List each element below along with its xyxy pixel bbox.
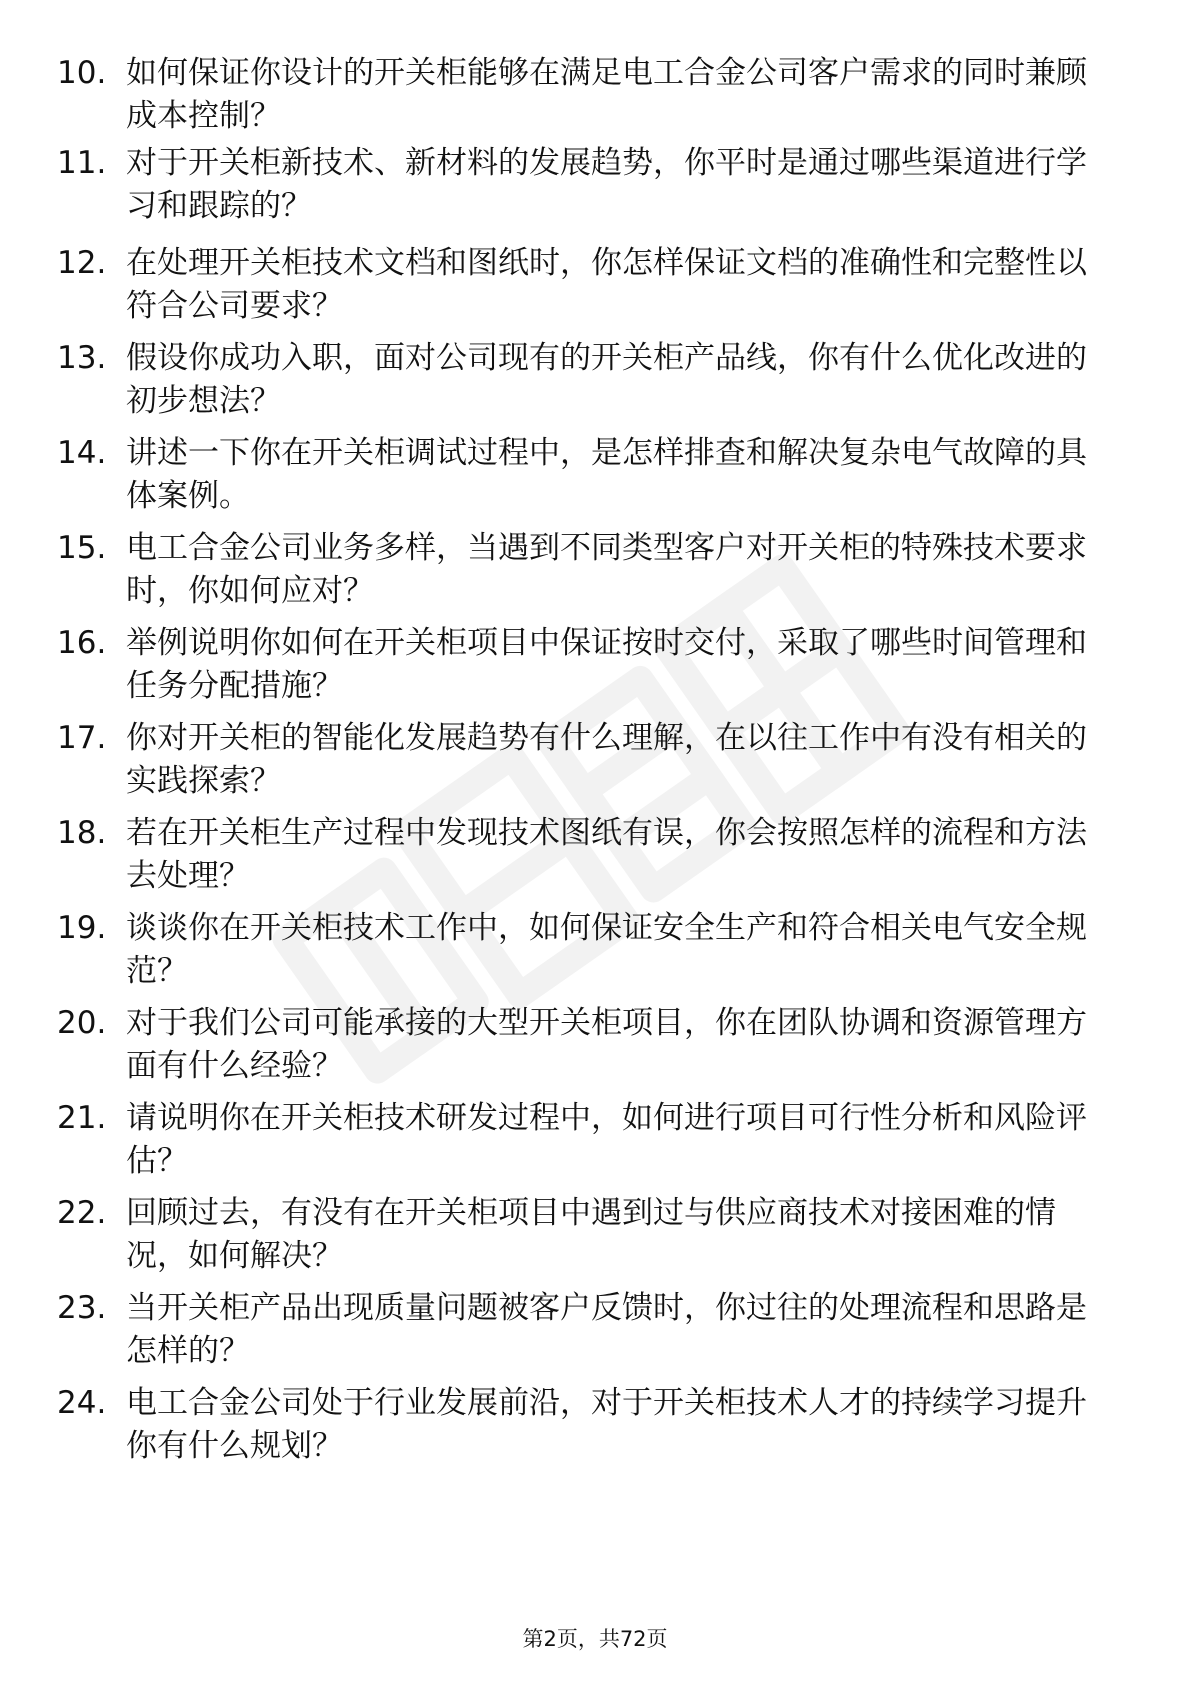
question-item	[0, 242, 1190, 332]
question-text: 举例说明你如何在开关柜项目中保证按时交付，采取了哪些时间管理和任务分配措施？	[126, 625, 1087, 704]
question-text: 如何保证你设计的开关柜能够在满足电工合金公司客户需求的同时兼顾成本控制？	[126, 55, 1087, 134]
question-text: 电工合金公司处于行业发展前沿，对于开关柜技术人才的持续学习提升你有什么规划？	[126, 1385, 1087, 1464]
question-text: 假设你成功入职，面对公司现有的开关柜产品线，你有什么优化改进的初步想法？	[126, 340, 1087, 419]
question-number: 18.	[57, 815, 107, 851]
question-item	[0, 1287, 1190, 1377]
question-text: 电工合金公司业务多样，当遇到不同类型客户对开关柜的特殊技术要求时，你如何应对？	[126, 530, 1087, 609]
question-text: 谈谈你在开关柜技术工作中，如何保证安全生产和符合相关电气安全规范？	[126, 910, 1087, 989]
question-text: 若在开关柜生产过程中发现技术图纸有误，你会按照怎样的流程和方法去处理？	[126, 815, 1087, 894]
question-number: 21.	[57, 1100, 107, 1136]
question-number: 10.	[57, 55, 107, 91]
question-item	[0, 337, 1190, 427]
question-number: 17.	[57, 720, 107, 756]
question-number: 12.	[57, 245, 107, 281]
page-indicator: 第2页，共72页	[522, 1627, 668, 1651]
question-item	[0, 907, 1190, 997]
question-text: 请说明你在开关柜技术研发过程中，如何进行项目可行性分析和风险评估？	[126, 1100, 1087, 1179]
question-item	[0, 142, 1190, 232]
question-item	[0, 52, 1190, 142]
question-item	[0, 1002, 1190, 1092]
question-number: 23.	[57, 1290, 107, 1326]
question-number: 22.	[57, 1195, 107, 1231]
question-text: 对于开关柜新技术、新材料的发展趋势，你平时是通过哪些渠道进行学习和跟踪的？	[126, 145, 1087, 224]
question-number: 16.	[57, 625, 107, 661]
question-text: 在处理开关柜技术文档和图纸时，你怎样保证文档的准确性和完整性以符合公司要求？	[126, 245, 1087, 324]
question-text: 对于我们公司可能承接的大型开关柜项目，你在团队协调和资源管理方面有什么经验？	[126, 1005, 1087, 1084]
question-item	[0, 527, 1190, 617]
question-item	[0, 432, 1190, 522]
question-number: 14.	[57, 435, 107, 471]
question-number: 19.	[57, 910, 107, 946]
question-item	[0, 622, 1190, 712]
question-number: 20.	[57, 1005, 107, 1041]
question-text: 讲述一下你在开关柜调试过程中，是怎样排查和解决复杂电气故障的具体案例。	[126, 435, 1087, 514]
question-item	[0, 1097, 1190, 1187]
question-item	[0, 1382, 1190, 1472]
question-item	[0, 717, 1190, 807]
question-number: 11.	[57, 145, 107, 181]
question-number: 24.	[57, 1385, 107, 1421]
question-item	[0, 812, 1190, 902]
question-item	[0, 1192, 1190, 1282]
question-text: 当开关柜产品出现质量问题被客户反馈时，你过往的处理流程和思路是怎样的？	[126, 1290, 1087, 1369]
question-text: 你对开关柜的智能化发展趋势有什么理解，在以往工作中有没有相关的实践探索？	[126, 720, 1087, 799]
question-text: 回顾过去，有没有在开关柜项目中遇到过与供应商技术对接困难的情况，如何解决？	[126, 1195, 1056, 1274]
question-number: 13.	[57, 340, 107, 376]
question-number: 15.	[57, 530, 107, 566]
